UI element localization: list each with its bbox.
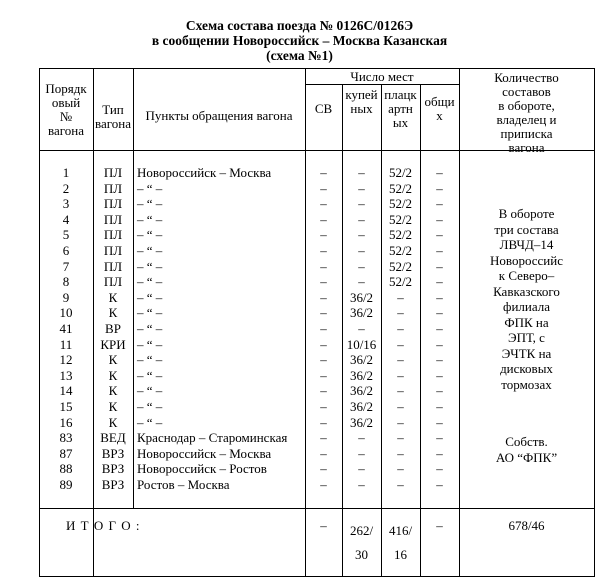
cell-kupe: 36/2 [349,398,374,414]
cell-plac: 52/2 [388,180,413,196]
cell-points: – “ – [137,274,163,290]
cell-common: – [436,414,443,430]
cell-type: ПЛ [103,227,123,243]
cell-sv: – [320,180,327,196]
cell-kupe: 36/2 [349,352,374,368]
cell-kupe: – [358,242,365,258]
cell-plac: – [397,352,404,368]
cell-kupe: 36/2 [349,414,374,430]
cell-n: 4 [62,211,70,227]
cell-plac: – [397,414,404,430]
cell-points: – “ – [137,352,163,368]
cell-n: 8 [62,274,70,290]
total-plac: 416/ 16 [388,523,413,562]
cell-n: 6 [62,242,70,258]
cell-sv: – [320,414,327,430]
cell-plac: – [397,430,404,446]
cell-kupe: – [358,165,365,180]
cell-common: – [436,367,443,383]
total-kupe: 262/ 30 [349,523,374,562]
cell-n: 11 [59,336,73,352]
cell-type: К [108,352,118,368]
cell-points: – “ – [137,414,163,430]
cell-type: ПЛ [103,196,123,212]
cell-common: – [436,305,443,321]
owner-note: Собств. АО “ФПК” [495,434,558,465]
cell-points: Краснодар – Староминская [137,430,288,446]
cell-common: – [436,430,443,446]
cell-sv: – [320,476,327,492]
cell-common: – [436,180,443,196]
cell-plac: 52/2 [388,258,413,274]
header-quantity: Количество составов в обороте, владелец и приписка вагона [494,70,559,155]
cell-sv: – [320,320,327,336]
cell-n: 10 [59,305,73,321]
cell-points: – “ – [137,383,163,399]
cell-type: ВР [105,320,121,336]
cell-sv: – [320,336,327,352]
cell-n: 7 [62,258,70,274]
cell-points: – “ – [137,320,163,336]
cell-n: 83 [59,430,73,446]
cell-sv: – [320,165,327,180]
cell-type: К [108,305,118,321]
cell-type: КРИ [100,336,126,352]
cell-kupe: – [358,320,365,336]
cell-n: 12 [59,352,73,368]
cell-n: 13 [59,367,73,383]
doc-title-line3: (схема №1) [266,48,333,63]
cell-plac: – [397,383,404,399]
cell-points: Новороссийск – Ростов [137,461,267,477]
cell-plac: 52/2 [388,242,413,258]
cell-type: К [108,398,118,414]
cell-kupe: – [358,211,365,227]
cell-points: – “ – [137,196,163,212]
cell-kupe: 36/2 [349,289,374,305]
cell-plac: 52/2 [388,274,413,290]
cell-plac: – [397,320,404,336]
cell-kupe: – [358,274,365,290]
cell-n: 41 [59,320,73,336]
cell-common: – [436,289,443,305]
cell-common: – [436,165,443,180]
cell-type: К [108,367,118,383]
cell-common: – [436,211,443,227]
cell-points: – “ – [137,305,163,321]
cell-type: К [108,383,118,399]
column-type [93,165,133,492]
cell-sv: – [320,274,327,290]
cell-points: – “ – [137,180,163,196]
column-sv [305,165,342,492]
cell-type: ПЛ [103,258,123,274]
cell-sv: – [320,430,327,446]
column-plac [381,165,420,492]
cell-type: ПЛ [103,165,123,180]
cell-kupe: – [358,430,365,446]
cell-plac: – [397,398,404,414]
cell-n: 89 [59,476,73,492]
cell-n: 16 [59,414,73,430]
cell-type: ПЛ [103,242,123,258]
cell-sv: – [320,211,327,227]
header-type: Тип вагона [95,102,131,131]
cell-kupe: 36/2 [349,305,374,321]
cell-common: – [436,383,443,399]
cell-plac: – [397,367,404,383]
cell-kupe: – [358,461,365,477]
cell-common: – [436,320,443,336]
header-sv: СВ [314,101,333,116]
column-order [39,165,93,492]
cell-points: – “ – [137,242,163,258]
total-label: И Т О Г О : [66,518,141,533]
cell-points: Новороссийск – Москва [137,165,272,180]
cell-sv: – [320,196,327,212]
cell-kupe: – [358,180,365,196]
cell-type: ВРЗ [101,476,125,492]
column-common [420,165,459,492]
cell-kupe: 36/2 [349,367,374,383]
cell-n: 3 [62,196,70,212]
cell-common: – [436,336,443,352]
cell-sv: – [320,305,327,321]
cell-plac: 52/2 [388,196,413,212]
cell-plac: 52/2 [388,165,413,180]
cell-kupe: 10/16 [346,336,377,352]
cell-type: К [108,414,118,430]
doc-title-line2: в сообщении Новороссийск – Москва Казанская [151,33,448,48]
doc-title-line1: Схема состава поезда № 0126С/0126Э [185,18,414,33]
cell-sv: – [320,227,327,243]
cell-points: – “ – [137,211,163,227]
header-order: Порядк овый № вагона [45,81,87,138]
cell-common: – [436,461,443,477]
cell-sv: – [320,242,327,258]
cell-plac: – [397,461,404,477]
header-seats-group: Число мест [350,69,414,84]
cell-plac: – [397,289,404,305]
cell-n: 15 [59,398,73,414]
cell-type: ПЛ [103,274,123,290]
cell-common: – [436,398,443,414]
cell-sv: – [320,383,327,399]
cell-sv: – [320,398,327,414]
cell-n: 5 [62,227,70,243]
cell-kupe: – [358,476,365,492]
cell-plac: – [397,445,404,461]
cell-type: ПЛ [103,180,123,196]
total-common: – [436,518,443,533]
cell-n: 2 [62,180,70,196]
cell-common: – [436,476,443,492]
cell-plac: 52/2 [388,227,413,243]
cell-type: К [108,289,118,305]
cell-common: – [436,258,443,274]
cell-sv: – [320,445,327,461]
cell-sv: – [320,367,327,383]
cell-points: – “ – [137,258,163,274]
cell-kupe: – [358,227,365,243]
cell-plac: – [397,476,404,492]
cell-common: – [436,352,443,368]
cell-n: 88 [59,461,73,477]
total-quantity: 678/46 [508,518,545,533]
column-kupe [342,165,381,492]
cell-points: Ростов – Москва [137,476,230,492]
cell-n: 87 [59,445,73,461]
cell-kupe: 36/2 [349,383,374,399]
rotation-note: В обороте три состава ЛВЧД–14 Новороссийс к Северо– Кавказского филиала ФПК на ЭПТ, с ЭЧТК на дисковых тормозах [490,206,563,392]
cell-type: ВЕД [100,430,126,446]
header-points: Пункты обращения вагона [145,108,293,123]
cell-sv: – [320,258,327,274]
cell-sv: – [320,352,327,368]
column-points [137,165,305,492]
cell-plac: – [397,305,404,321]
cell-points: Новороссийск – Москва [137,445,272,461]
header-plac: плацк артн ых [384,87,417,130]
cell-points: – “ – [137,289,163,305]
cell-common: – [436,274,443,290]
cell-points: – “ – [137,367,163,383]
header-common: общи х [424,94,455,123]
cell-plac: 52/2 [388,211,413,227]
cell-n: 14 [59,383,73,399]
cell-points: – “ – [137,336,163,352]
cell-common: – [436,242,443,258]
cell-kupe: – [358,445,365,461]
cell-n: 1 [62,165,70,180]
cell-type: ВРЗ [101,461,125,477]
cell-type: ВРЗ [101,445,125,461]
cell-sv: – [320,289,327,305]
cell-type: ПЛ [103,211,123,227]
cell-common: – [436,227,443,243]
header-kupe: купей ных [345,87,378,116]
total-sv: – [320,518,327,533]
cell-points: – “ – [137,227,163,243]
cell-common: – [436,196,443,212]
cell-kupe: – [358,196,365,212]
cell-plac: – [397,336,404,352]
cell-common: – [436,445,443,461]
cell-sv: – [320,461,327,477]
cell-n: 9 [62,289,70,305]
cell-points: – “ – [137,398,163,414]
cell-kupe: – [358,258,365,274]
